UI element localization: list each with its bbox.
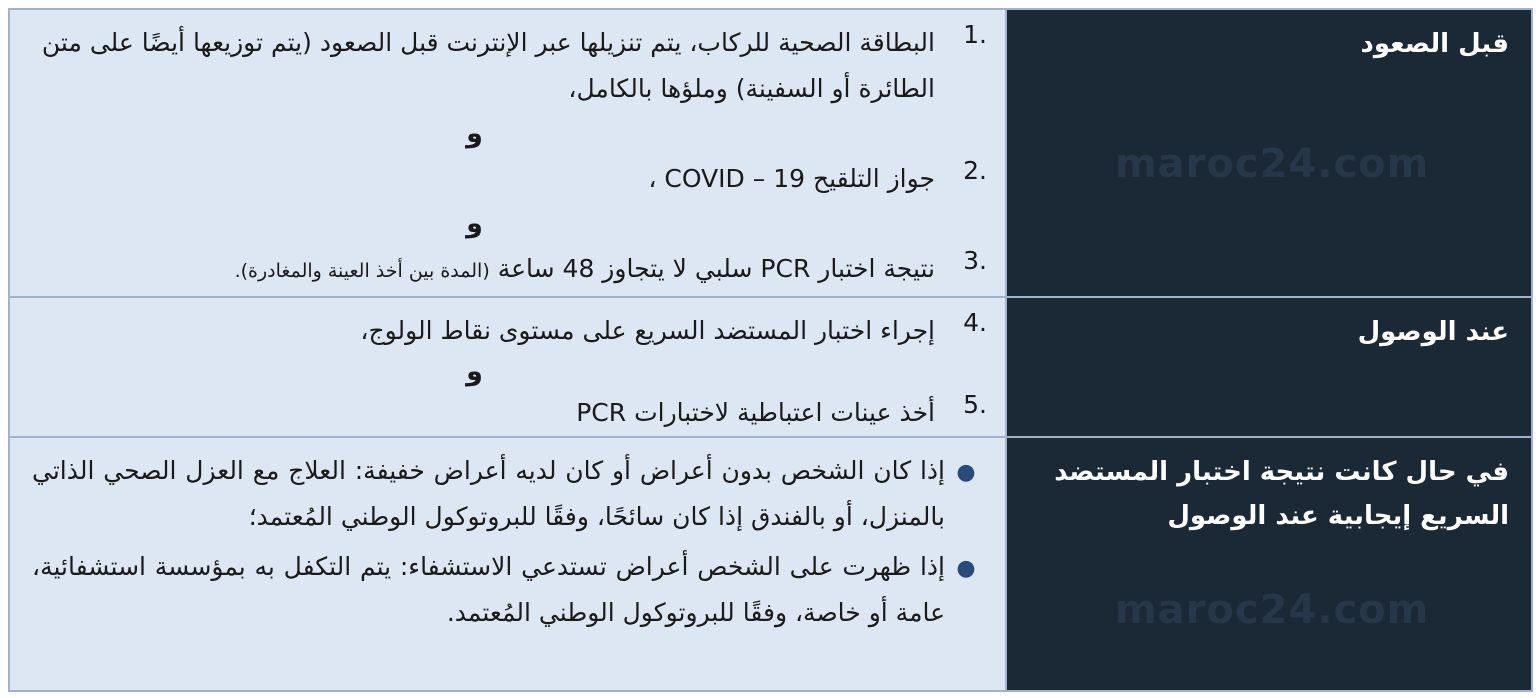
item-number: 5. — [963, 390, 987, 419]
before-boarding-label-cell — [1007, 10, 1531, 298]
list-item — [32, 20, 987, 112]
measures-table — [8, 8, 1533, 692]
item-text: أخذ عينات اعتباطية لاختبارات PCR — [576, 398, 935, 427]
item-number: 4. — [963, 308, 987, 337]
bullet-item — [32, 544, 987, 636]
bullet-item — [32, 448, 987, 540]
watermark: maroc24.com — [1115, 141, 1430, 187]
bullet-dot-icon: ● — [956, 460, 976, 485]
and-connector: و — [466, 356, 483, 387]
on-arrival-label-cell — [1007, 298, 1531, 438]
row-label: قبل الصعود — [1360, 29, 1509, 59]
before-boarding-content — [10, 10, 1007, 298]
item-number: 3. — [963, 246, 987, 275]
list-item — [32, 156, 987, 202]
item-text: البطاقة الصحية للركاب، يتم تنزيلها عبر الإنترنت قبل الصعود (يتم توزيعها أيضًا على متن الطائرة أو السفينة) وملؤها بالكامل، — [41, 28, 935, 103]
item-text: إجراء اختبار المستضد السريع على مستوى نقاط الولوج، — [360, 316, 935, 345]
item-text: جواز التلقيح 19 – COVID ، — [648, 164, 935, 193]
row-label: في حال كانت نتيجة اختبار المستضد السريع إيجابية عند الوصول — [1054, 457, 1509, 531]
on-arrival-content — [10, 298, 1007, 438]
list-item — [32, 390, 987, 436]
list-item — [32, 308, 987, 354]
bullet-dot-icon: ● — [956, 556, 976, 581]
list-item — [32, 246, 987, 294]
and-connector: و — [466, 118, 483, 149]
positive-test-label-cell — [1007, 438, 1531, 690]
item-note: (المدة بين أخذ العينة والمغادرة). — [234, 260, 490, 282]
item-number: 2. — [963, 156, 987, 185]
row-label: عند الوصول — [1357, 317, 1509, 347]
and-connector: و — [466, 208, 483, 239]
bullet-text: إذا كان الشخص بدون أعراض أو كان لديه أعراض خفيفة: العلاج مع العزل الصحي الذاتي بالمنزل، أو بالفندق إذا كان سائحًا، وفقًا للبروتوكول الوطني المُعتمد؛ — [32, 456, 945, 531]
item-text: نتيجة اختبار PCR سلبي لا يتجاوز 48 ساعة — [497, 254, 935, 283]
watermark: maroc24.com — [1115, 587, 1430, 633]
positive-test-content — [10, 438, 1007, 690]
bullet-text: إذا ظهرت على الشخص أعراض تستدعي الاستشفاء: يتم التكفل به بمؤسسة استشفائية، عامة أو خاصة، وفقًا للبروتوكول الوطني المُعتمد. — [32, 552, 945, 627]
item-number: 1. — [963, 20, 987, 49]
item-text-wrap — [32, 246, 935, 294]
